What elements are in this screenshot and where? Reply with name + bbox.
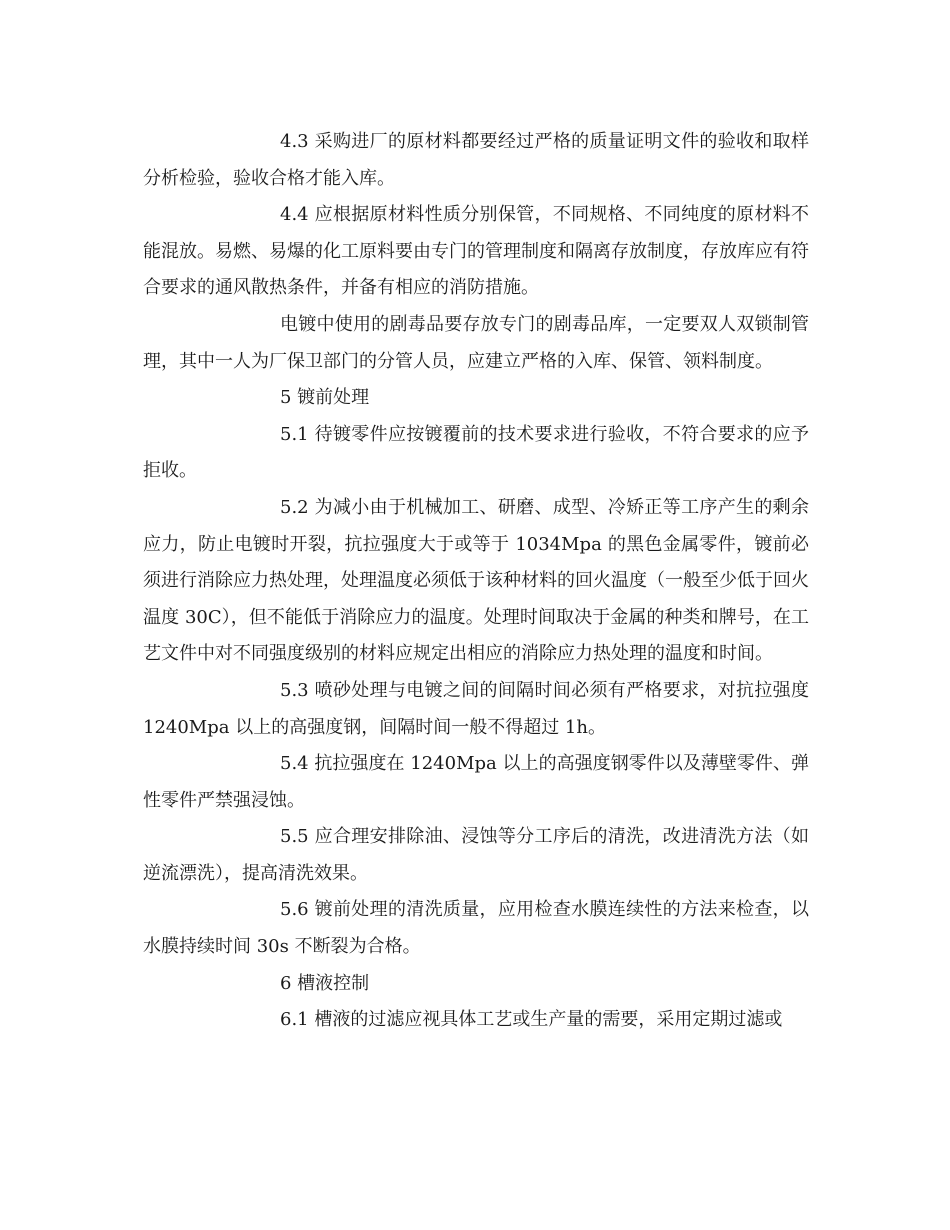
section-heading-5: 5 镀前处理 bbox=[280, 387, 370, 409]
paragraph-4-3: 4.3 采购进厂的原材料都要经过严格的质量证明文件的验收和取样分析检验，验收合格才能入库。 bbox=[143, 131, 809, 189]
section-heading-6: 6 槽液控制 bbox=[280, 972, 370, 994]
paragraph-5-1: 5.1 待镀零件应按镀覆前的技术要求进行验收，不符合要求的应予拒收。 bbox=[143, 423, 809, 482]
paragraph-4-4: 4.4 应根据原材料性质分别保管，不同规格、不同纯度的原材料不能混放。易燃、易爆的化工原料要由专门的管理制度和隔离存放制度，存放库应有符合要求的通风散热条件，并备有相应的消防措施。 bbox=[143, 204, 809, 299]
paragraph-5-3: 5.3 喷砂处理与电镀之间的间隔时间必须有严格要求，对抗拉强度 1240Mpa 以上的高强度钢，间隔时间一般不得超过 1h。 bbox=[143, 679, 809, 738]
paragraph-6-1: 6.1 槽液的过滤应视具体工艺或生产量的需要，采用定期过滤或 bbox=[280, 1009, 783, 1031]
paragraph-5-4: 5.4 抗拉强度在 1240Mpa 以上的高强度钢零件以及薄壁零件、弹性零件严禁强浸蚀。 bbox=[143, 753, 809, 811]
paragraph-5-5: 5.5 应合理安排除油、浸蚀等分工序后的清洗，改进清洗方法（如逆流漂洗），提高清洗效果。 bbox=[143, 826, 809, 884]
paragraph-toxic-storage: 电镀中使用的剧毒品要存放专门的剧毒品库，一定要双人双锁制管理，其中一人为厂保卫部门的分管人员，应建立严格的入库、保管、领料制度。 bbox=[143, 313, 809, 372]
document-body bbox=[143, 124, 809, 1039]
paragraph-5-6: 5.6 镀前处理的清洗质量，应用检查水膜连续性的方法来检查，以水膜持续时间 30s 不断裂为合格。 bbox=[143, 899, 809, 958]
paragraph-5-2: 5.2 为减小由于机械加工、研磨、成型、冷矫正等工序产生的剩余应力，防止电镀时开裂，抗拉强度大于或等于 1034Mpa 的黑色金属零件，镀前必须进行消除应力热处理，处理温度必须低于该种材料的回火温度（一般至少低于回火温度 30C），但不能低于消除应力的温度。处理时间取决于金属的种类和牌号，在工艺文件中对不同强度级别的材料应规定出相应的消除应力热处理的温度和时间。 bbox=[143, 496, 809, 665]
